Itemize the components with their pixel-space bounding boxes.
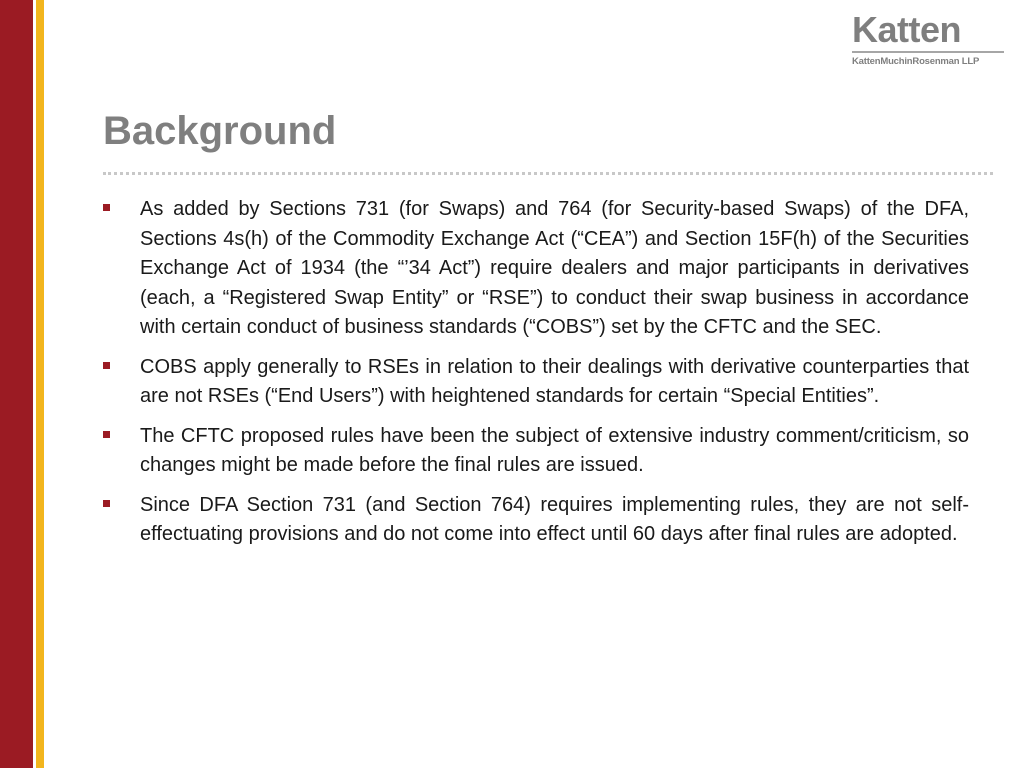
square-bullet-icon <box>103 204 110 211</box>
square-bullet-icon <box>103 431 110 438</box>
logo-wordmark: Katten <box>852 9 962 50</box>
bullet-text: COBS apply generally to RSEs in relation to their dealings with derivative counterparties that are not RSEs (“End Users”) with heightened standards for certain “Special Entities”. <box>140 355 969 407</box>
logo-subline: KattenMuchinRosenman LLP <box>852 56 980 67</box>
square-bullet-icon <box>103 362 110 369</box>
left-red-bar <box>0 0 33 768</box>
bullet-item <box>103 491 969 550</box>
left-gold-bar <box>36 0 44 768</box>
bullet-text: Since DFA Section 731 (and Section 764) requires implementing rules, they are not self-effectuating provisions and do not come into effect until 60 days after final rules are adopted. <box>140 493 969 545</box>
logo-rule <box>852 51 1004 53</box>
katten-logo <box>852 9 1004 67</box>
title-divider <box>103 172 993 175</box>
slide-title: Background <box>103 109 337 153</box>
bullet-item <box>103 195 969 343</box>
bullet-item <box>103 422 969 481</box>
square-bullet-icon <box>103 500 110 507</box>
bullet-list <box>103 195 969 560</box>
bullet-item <box>103 353 969 412</box>
bullet-text: The CFTC proposed rules have been the subject of extensive industry comment/criticism, so changes might be made before the final rules are issued. <box>140 424 969 476</box>
bullet-text: As added by Sections 731 (for Swaps) and 764 (for Security-based Swaps) of the DFA, Sections 4s(h) of the Commodity Exchange Act (“CEA”) and Section 15F(h) of the Securities Exchange Act of 1934 (the “’34 Act”) require dealers and major participants in derivatives (each, a “Registered Swap Entity” or “RSE”) to conduct their swap business in accordance with certain conduct of business standards (“COBS”) set by the CFTC and the SEC. <box>140 198 969 338</box>
